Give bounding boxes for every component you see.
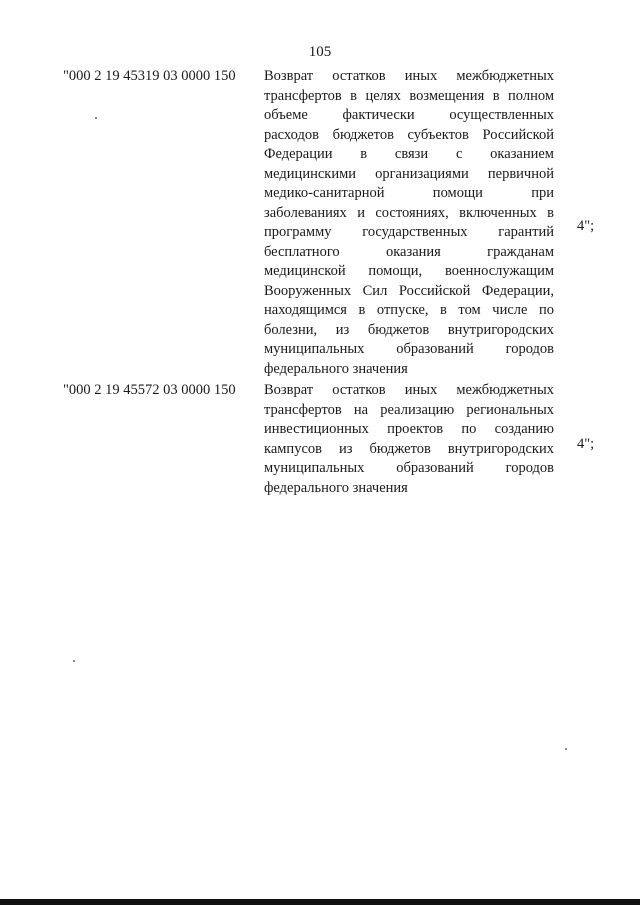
description-line: медико-санитарной помощи при <box>264 185 554 201</box>
budget-code: "000 2 19 45572 03 0000 150 <box>63 382 236 398</box>
description-line: находящимся в отпуске, в том числе по <box>264 302 554 318</box>
description-line: федерального значения <box>264 479 408 496</box>
budget-code: "000 2 19 45319 03 0000 150 <box>63 68 236 84</box>
row-description <box>264 381 554 498</box>
description-line: программу государственных гарантий <box>264 224 554 240</box>
description-line: муниципальных образований городов <box>264 341 554 357</box>
scan-speck <box>565 748 567 750</box>
row-description <box>264 67 554 379</box>
description-line: расходов бюджетов субъектов Российской <box>264 126 554 143</box>
scan-edge <box>0 899 640 905</box>
description-line: инвестиционных проектов по созданию <box>264 421 554 437</box>
row-amount: 4"; <box>577 218 595 234</box>
page-number: 105 <box>308 44 332 60</box>
description-line: заболеваниях и состояниях, включенных в <box>264 204 554 221</box>
scan-speck <box>95 117 97 119</box>
description-line: Вооруженных Сил Российской Федерации, <box>264 282 554 299</box>
description-line: медицинской помощи, военнослужащим <box>264 263 554 279</box>
description-line: бесплатного оказания гражданам <box>264 243 554 260</box>
description-line: трансфертов на реализацию региональных <box>264 401 554 418</box>
description-line: муниципальных образований городов <box>264 460 554 476</box>
description-line: Возврат остатков иных межбюджетных <box>264 382 554 398</box>
description-line: Федерации в связи с оказанием <box>264 146 554 162</box>
description-line: объеме фактически осуществленных <box>264 107 554 123</box>
description-line: трансфертов в целях возмещения в полном <box>264 87 554 104</box>
scan-speck <box>73 660 75 662</box>
description-line: болезни, из бюджетов внутригородских <box>264 321 554 338</box>
description-line: кампусов из бюджетов внутригородских <box>264 440 554 457</box>
description-line: Возврат остатков иных межбюджетных <box>264 68 554 84</box>
description-line: медицинскими организациями первичной <box>264 165 554 182</box>
row-amount: 4"; <box>577 436 595 452</box>
description-line: федерального значения <box>264 360 408 377</box>
